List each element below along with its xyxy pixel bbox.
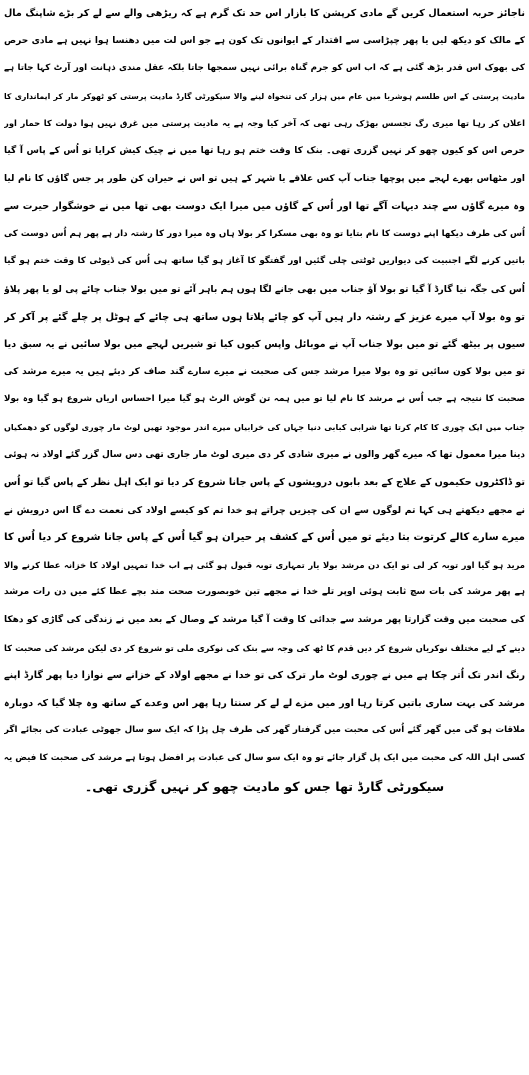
text-line: دینا میرا معمول تھا کہ میرے گھر والوں نے میری شادی کر دی میری لوٹ مار جاری تھی دس سال گزر گئے اولاد نہ ہوئی xyxy=(4,449,525,460)
text-line: کے مالک کو دیکھ لیں یا پھر چپڑاسی سے اقتدار کے ایوانوں تک کون ہے جو اس لت میں دھنسا ہوا نہیں ہے مادی حرص xyxy=(4,35,525,46)
text-line: میرے سارے کالے کرتوت بتا دیئے تو میں اُس کے کشف پر حیران ہو گیا اُس کے پاس جانا شروع کر دیا اُس کا xyxy=(4,532,525,544)
text-line: اعلان کر رہا تھا میری رگ تجسس بھڑک رہی تھی کہ آخر کیا وجہ ہے یہ مادیت پرستی میں غرق نہیں ہوا دولت کا حمار اور xyxy=(4,118,525,129)
article-body xyxy=(4,0,525,800)
text-line: مادیت پرستی کے اس طلسم ہوشربا میں عام میں ہزار کی تنخواہ لینے والا سیکورٹی گارڈ مادیت پرستی کو ٹھوکر مار کر ایمانداری کا xyxy=(4,91,525,101)
text-line: مرشد کی بہت ساری باتیں کرتا رہا اور میں مزے لے لے کر سنتا رہا پھر اس وعدے کے ساتھ وہ چلا گیا کہ دوبارہ xyxy=(4,697,525,709)
text-line: باتیں کرنے لگے اجنبیت کی دیواریں ٹوٹتی چلی گئیں اور گفتگو کا آغاز ہو گیا ساتھ ہی اُس کی ڈیوٹی کا وقت ختم ہو گیا xyxy=(4,256,525,267)
text-line: نے مجھے دیکھتے ہی کہا تم لوگوں سے ان کی چیزیں چراتے ہو خدا تم کو کیسے اولاد کی نعمت دے گا اس درویش نے xyxy=(4,504,525,516)
text-line: جناب میں ایک چوری کا کام کرتا تھا شرابی کبابی دنیا جہاں کی خرابیاں میرے اندر موجود تھیں لوٹ مار چوری لوگوں کو دھمکیاں xyxy=(4,421,525,432)
text-line: وہ میرے گاؤں سے چند دیہات آگے تھا اور اُس کے گاؤں میں میرا ایک دوست بھی تھا میں نے خوشگوار حیرت سے xyxy=(4,201,525,213)
text-line: ہے پھر مرشد کی بات سچ ثابت ہوئی اوپر تلے خدا نے مجھے تین خوبصورت صحت مند بچے عطا کئے میں دن رات مرشد xyxy=(4,587,525,598)
text-line: اُس کی طرف دیکھا اپنے دوست کا نام بتایا تو وہ بھی مسکرا کر بولا ہاں وہ میرا دور کا رشتہ دار ہے پھر ہم اُس دوست کی xyxy=(4,228,525,239)
text-line: کسی اہل اللہ کی محبت میں ایک پل گزار جائے تو وہ ایک سو سال کی عبادت پر افضل ہوتا ہے مرشد کی صحبت کا فیض یہ xyxy=(4,753,525,764)
text-line: تو وہ بولا آپ میرے عزیز کے رشتہ دار ہیں آپ کو چائے پلاتا ہوں ساتھ ہی چائے کے ہوٹل پر چلے گئے پر آکر کر xyxy=(4,311,525,323)
text-line: ناجائز حربہ استعمال کریں گے مادی کرپشن کا بازار اس حد تک گرم ہے کہ ریڑھی والے سے لے کر بڑے شاپنگ مال xyxy=(4,8,525,19)
text-line: دینے کے لیے مختلف نوکریاں شروع کر دیں قدم کا ٹھ کی وجہ سے بنک کی نوکری ملی تو شروع کر دی لیکن مرشد کی صحبت کا xyxy=(4,642,525,653)
text-line: مرید ہو گیا اور توبہ کر لی تو ایک دن مرشد بولا یار تمہاری توبہ قبول ہو گئی ہے اب خدا تمہیں اولاد کا خزانہ عطا کرنے والا xyxy=(4,559,525,570)
text-line: اور مٹھاس بھرے لہجے میں پوچھا جناب آپ کس علاقے یا شہر کے ہیں تو اس نے حیران کن طور پر جس گاؤں کا نام لیا xyxy=(4,173,525,184)
text-line: ملاقات ہو گی میں گھر گئے اُس کی محبت میں گرفتار گھر کی طرف چل پڑا کہ ایک سو سال جھوٹی عبادت کی بجائے اگر xyxy=(4,725,525,736)
text-line: تو میں بولا کون سائیں تو وہ بولا میرا مرشد جس کی صحبت نے میرے سارے گند صاف کر دیئے ہیں یہ میرے مرشد کی xyxy=(4,366,525,377)
text-line: صحبت کا نتیجہ ہے جب اُس نے مرشد کا نام لیا تو میں ہمہ تن گوش الرٹ ہو گیا میرا احساس اریاں شروع ہو گیا وہ بولا xyxy=(4,394,525,405)
text-line: اُس کی جگہ نیا گارڈ آ گیا تو بولا آؤ جناب میں بھی جانے لگا ہوں ہم باہر آئے تو میں بولا جناب چائے پی لو یا پھر پلاؤ xyxy=(4,283,525,295)
text-line: سیکورٹی گارڈ تھا جس کو مادیت چھو کر نہیں گزری تھی۔ xyxy=(84,778,445,794)
text-line: سیوں پر بیٹھ گئے تو میں بولا جناب آپ نے موبائل واپس کیوں کیا تو شیریں لہجے میں بولا سائیں نے یہ سبق دیا xyxy=(4,339,525,351)
text-line: رنگ اندر تک اُتر چکا ہے میں نے چوری لوٹ مار ترک کی تو خدا نے مجھے اولاد کے خزانے سے نوازا دیا پھر گارڈ اپنے xyxy=(4,670,525,682)
text-line: کی بھوک اس قدر بڑھ گئی ہے کہ اب اس کو جرم گناہ برائی نہیں سمجھا جاتا بلکہ عقل مندی ذہانت اور آرٹ کہا جاتا ہے xyxy=(4,63,525,74)
text-line: کی صحبت میں وقت گزارتا پھر مرشد سے جدائی کا وقت آ گیا مرشد کے وصال کے بعد میں نے زندگی کی گاڑی کو دھکا xyxy=(4,615,525,626)
text-line: حرص اس کو کیوں چھو کر نہیں گزری تھی۔ بنک کا وقت ختم ہو رہا تھا میں نے چیک کیش کرایا تو اُس کے پاس آ گیا xyxy=(4,145,525,156)
text-line: تو ڈاکٹروں حکیموں کے علاج کے بعد بابوں درویشوں کے پاس جانا شروع کر دیا تو ایک اہل نظر کے پاس گیا تو اُس xyxy=(4,477,525,489)
